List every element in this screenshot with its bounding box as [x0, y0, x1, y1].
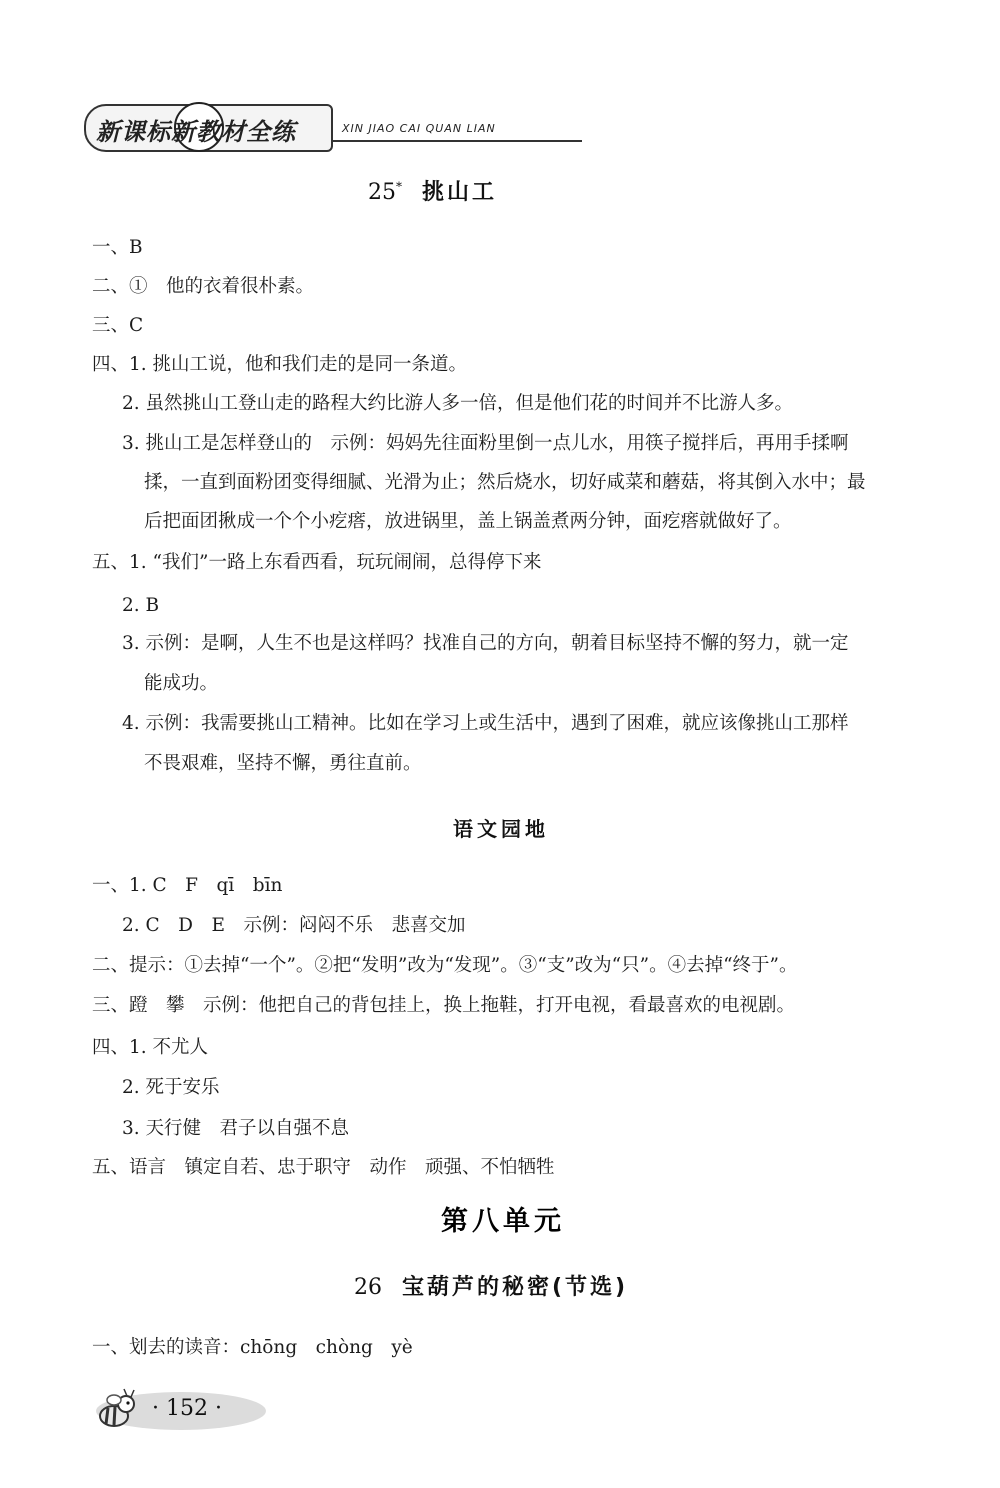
- answer-line: 三、C: [92, 315, 144, 336]
- answer-line: 2. 死于安乐: [122, 1077, 220, 1098]
- answer-line: 四、1. 不尤人: [92, 1037, 209, 1058]
- answer-line: 三、蹬 攀 示例：他把自己的背包挂上，换上拖鞋，打开电视，看最喜欢的电视剧。: [92, 995, 796, 1016]
- answer-line: 一、B: [92, 237, 143, 258]
- answer-line: 不畏艰难，坚持不懈，勇往直前。: [144, 753, 422, 774]
- answer-line: 2. 虽然挑山工登山走的路程大约比游人多一倍，但是他们花的时间并不比游人多。: [122, 393, 794, 414]
- answer-line: 揉，一直到面粉团变得细腻、光滑为止；然后烧水，切好咸菜和蘑菇，将其倒入水中；最: [144, 472, 866, 493]
- answer-line: 二、提示：①去掉“一个”。②把“发明”改为“发现”。③“支”改为“只”。④去掉“终于”。: [92, 955, 798, 976]
- lesson-26-title: [354, 1270, 628, 1301]
- lesson-number: 25: [368, 180, 396, 205]
- book-header: [84, 96, 584, 158]
- page-number: · 152 ·: [152, 1396, 222, 1421]
- logo-text: 新课标新教材全练: [96, 118, 296, 146]
- book-logo: [84, 104, 333, 152]
- header-pinyin: XIN JIAO CAI QUAN LIAN: [342, 122, 496, 135]
- answer-line: 四、1. 挑山工说，他和我们走的是同一条道。: [92, 354, 468, 375]
- lesson-25-title: [368, 175, 497, 206]
- answer-line: 一、1. C F qī bīn: [92, 875, 283, 896]
- answer-line: 2. B: [122, 595, 160, 616]
- answer-line: 3. 挑山工是怎样登山的 示例：妈妈先往面粉里倒一点儿水，用筷子搅拌后，再用手揉啊: [122, 433, 849, 454]
- answer-line: 4. 示例：我需要挑山工精神。比如在学习上或生活中，遇到了困难，就应该像挑山工那样: [122, 713, 849, 734]
- lesson-name: 宝葫芦的秘密(节选): [402, 1275, 629, 1300]
- answer-line: 一、划去的读音：chōng chòng yè: [92, 1337, 413, 1358]
- unit-title: 第八单元: [441, 1206, 565, 1237]
- answer-line: 3. 天行健 君子以自强不息: [122, 1118, 350, 1139]
- answer-line: 五、语言 镇定自若、忠于职守 动作 顽强、不怕牺牲: [92, 1157, 555, 1178]
- answer-line: 后把面团揪成一个个小疙瘩，放进锅里，盖上锅盖煮两分钟，面疙瘩就做好了。: [144, 511, 792, 532]
- page-footer: [86, 1380, 271, 1438]
- answer-line: 二、① 他的衣着很朴素。: [92, 276, 315, 297]
- answer-line: 能成功。: [144, 673, 219, 694]
- answer-line: 3. 示例：是啊，人生不也是这样吗？找准自己的方向，朝着目标坚持不懈的努力，就一定: [122, 633, 849, 654]
- section-title-yuwen-yuandi: 语文园地: [453, 817, 549, 841]
- bee-icon: [94, 1386, 140, 1432]
- answer-line: 2. C D E 示例：闷闷不乐 悲喜交加: [122, 915, 466, 936]
- lesson-name: 挑山工: [422, 180, 498, 205]
- lesson-number: 26: [354, 1275, 382, 1300]
- header-rule: [332, 140, 582, 142]
- optional-lesson-star: *: [396, 179, 402, 194]
- answer-line: 五、1. “我们”一路上东看西看，玩玩闹闹，总得停下来: [92, 552, 542, 573]
